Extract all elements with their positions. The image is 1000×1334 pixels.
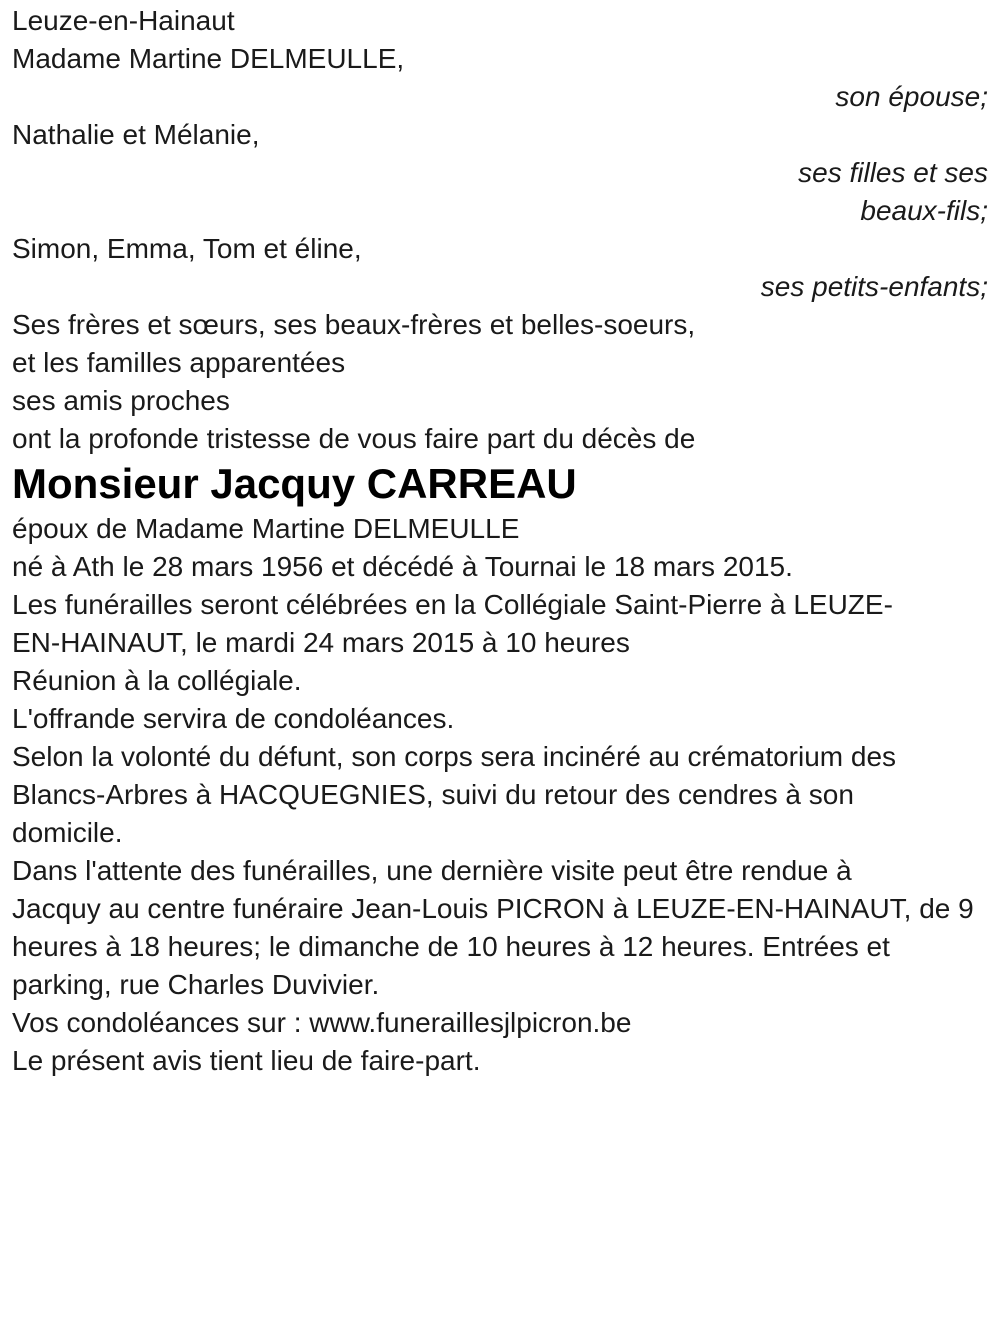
mourner-children-name: Nathalie et Mélanie, bbox=[12, 119, 260, 150]
cremation-details-line: domicile. bbox=[12, 817, 123, 848]
visitation-details-line: Dans l'attente des funérailles, une dernière visite peut être rendue à bbox=[12, 855, 852, 886]
visitation-details-line: heures à 18 heures; le dimanche de 10 heures à 12 heures. Entrées et bbox=[12, 931, 890, 962]
mourner-children-role-line: ses filles et ses bbox=[798, 157, 988, 188]
deceased-name-heading: Monsieur Jacquy CARREAU bbox=[12, 460, 577, 507]
mourner-spouse-role: son épouse; bbox=[835, 81, 988, 112]
mourner-children-role-line: beaux-fils; bbox=[860, 195, 988, 226]
visitation-details-line: parking, rue Charles Duvivier. bbox=[12, 969, 380, 1000]
mourner-relatives-line: et les familles apparentées bbox=[12, 347, 346, 378]
meeting-text: Réunion à la collégiale. bbox=[12, 665, 302, 696]
relation-text: époux de Madame Martine DELMEULLE bbox=[12, 513, 520, 544]
funeral-details-line: EN-HAINAUT, le mardi 24 mars 2015 à 10 heures bbox=[12, 627, 630, 658]
condolences-text: Vos condoléances sur : www.funeraillesjlpicron.be bbox=[12, 1007, 632, 1038]
offering-text: L'offrande servira de condoléances. bbox=[12, 703, 455, 734]
mourner-relatives-line: ses amis proches bbox=[12, 385, 230, 416]
cremation-details-line: Blancs-Arbres à HACQUEGNIES, suivi du retour des cendres à son bbox=[12, 779, 854, 810]
life-dates-text: né à Ath le 28 mars 1956 et décédé à Tournai le 18 mars 2015. bbox=[12, 551, 793, 582]
mourner-grandchildren-role: ses petits-enfants; bbox=[760, 271, 988, 302]
place-name: Leuze-en-Hainaut bbox=[12, 5, 235, 36]
cremation-details-line: Selon la volonté du défunt, son corps sera incinéré au crématorium des bbox=[12, 741, 897, 772]
visitation-details-line: Jacquy au centre funéraire Jean-Louis PICRON à LEUZE-EN-HAINAUT, de 9 bbox=[12, 893, 974, 924]
mourner-grandchildren-name: Simon, Emma, Tom et éline, bbox=[12, 233, 362, 264]
mourner-relatives-line: Ses frères et sœurs, ses beaux-frères et belles-soeurs, bbox=[12, 309, 696, 340]
announcement-text: ont la profonde tristesse de vous faire part du décès de bbox=[12, 423, 696, 454]
mourner-spouse-name: Madame Martine DELMEULLE, bbox=[12, 43, 405, 74]
legal-notice-text: Le présent avis tient lieu de faire-part. bbox=[12, 1045, 481, 1076]
funeral-details-line: Les funérailles seront célébrées en la Collégiale Saint-Pierre à LEUZE- bbox=[12, 589, 893, 620]
